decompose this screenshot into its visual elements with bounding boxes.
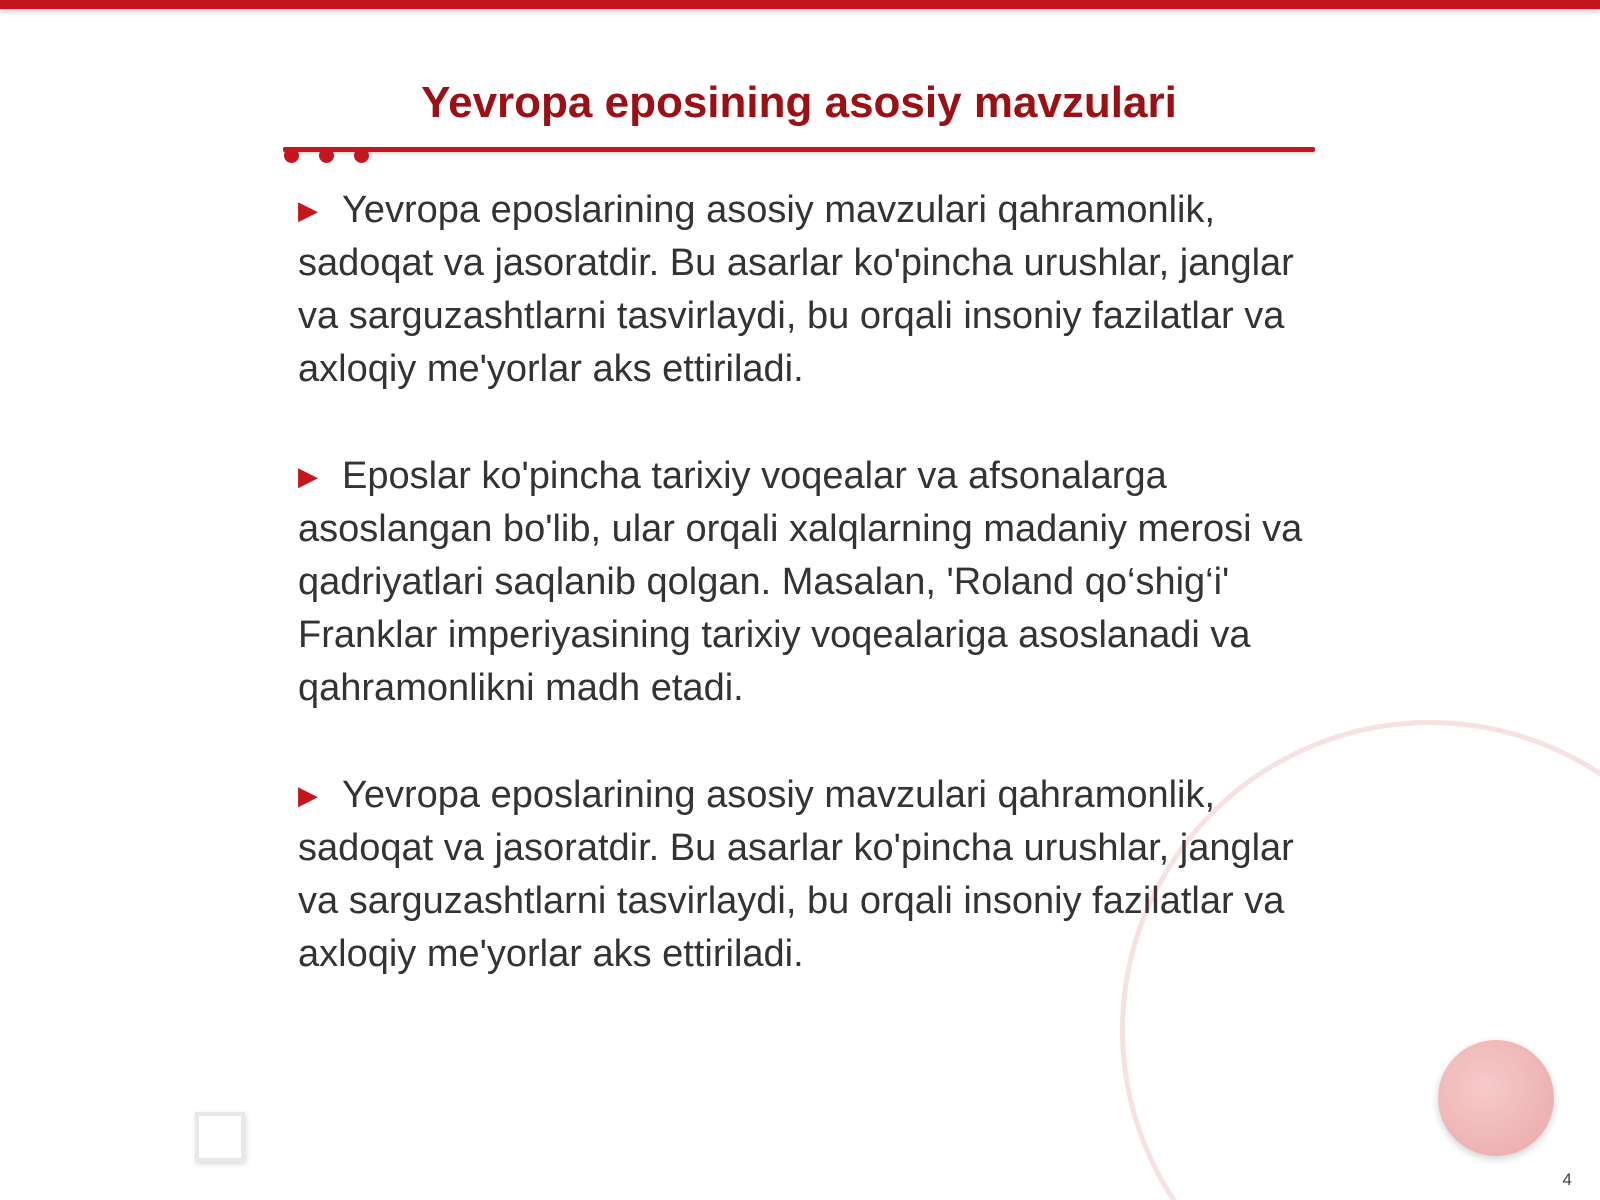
page-number: 4: [1562, 1170, 1572, 1189]
slide-title: Yevropa eposining asosiy mavzulari: [421, 78, 1177, 127]
bullet-item: [298, 184, 1338, 396]
top-accent-bar: [0, 0, 1600, 9]
decorative-circle: [1438, 1040, 1554, 1156]
bullet-text: Eposlar ko'pincha tarixiy voqealar va afsonalarga asoslangan bo'lib, ular orqali xalqlarning madaniy merosi va qadriyatlari saqlanib qolgan. Masalan, 'Roland qo‘shig‘i' Franklar imperiyasining tarixiy voqealariga asoslanadi va qahramonlikni madh etadi.: [298, 455, 1303, 709]
title-underline: [283, 147, 1315, 152]
underline-dot-1: [284, 148, 299, 163]
triangle-bullet-icon: ▶: [298, 195, 318, 225]
underline-dot-3: [354, 148, 369, 163]
bullet-item: [298, 450, 1338, 715]
underline-dot-2: [319, 148, 334, 163]
decorative-square: [195, 1112, 245, 1162]
bullet-text: Yevropa eposlarining asosiy mavzulari qahramonlik, sadoqat va jasoratdir. Bu asarlar ko'pincha urushlar, janglar va sarguzashtlarni tasvirlaydi, bu orqali insoniy fazilatlar va axloqiy me'yorlar aks ettiriladi.: [298, 774, 1294, 975]
triangle-bullet-icon: ▶: [298, 780, 318, 810]
triangle-bullet-icon: ▶: [298, 461, 318, 491]
bullet-text: Yevropa eposlarining asosiy mavzulari qahramonlik, sadoqat va jasoratdir. Bu asarlar ko'pincha urushlar, janglar va sarguzashtlarni tasvirlaydi, bu orqali insoniy fazilatlar va axloqiy me'yorlar aks ettiriladi.: [298, 189, 1294, 390]
